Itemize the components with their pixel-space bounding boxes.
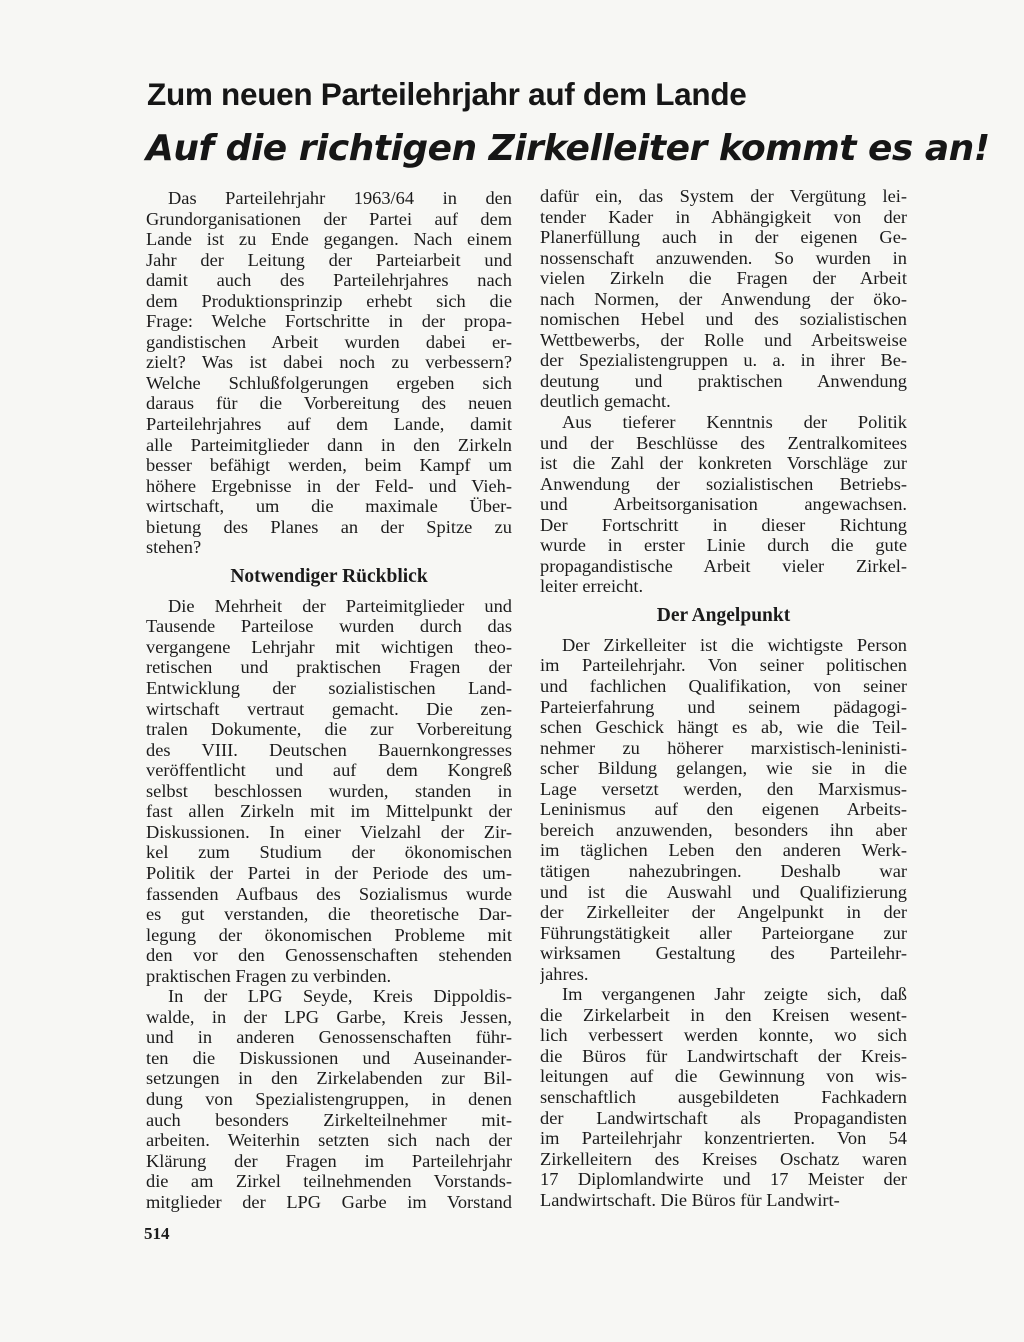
text-line: des VIII. Deutschen Bauernkongresses bbox=[146, 739, 512, 760]
text-line: senschaftlich ausgebildeten Fachkadern bbox=[540, 1086, 907, 1107]
text-line: wurde in erster Linie durch die gute bbox=[540, 535, 907, 556]
text-line: Tausende Parteilose wurden durch das bbox=[146, 616, 512, 637]
text-line: und ist die Auswahl und Qualifizierung bbox=[540, 881, 907, 902]
text-line: In der LPG Seyde, Kreis Dippoldis- bbox=[168, 986, 512, 1007]
text-line: veröffentlicht und auf dem Kongreß bbox=[146, 760, 512, 781]
text-line: es gut verstanden, die theoretische Dar- bbox=[146, 904, 512, 925]
text-line: schen Geschick hängt es ab, wie die Teil- bbox=[540, 717, 907, 738]
right-text-column bbox=[540, 186, 907, 1210]
text-line: nach Normen, der Anwendung der öko- bbox=[540, 288, 907, 309]
left-text-column bbox=[146, 188, 512, 1212]
text-line: gandistischen Arbeit wurden dabei er- bbox=[146, 331, 512, 352]
text-line: die am Zirkel teilnehmenden Vorstands- bbox=[146, 1171, 512, 1192]
text-line: ten die Diskussionen und Auseinander- bbox=[146, 1047, 512, 1068]
text-line: Im vergangenen Jahr zeigte sich, daß bbox=[562, 984, 907, 1005]
text-line: Frage: Welche Fortschritte in der propa- bbox=[146, 311, 512, 332]
text-line: Diskussionen. In einer Vielzahl der Zir- bbox=[146, 821, 512, 842]
text-line: propagandistische Arbeit vieler Zirkel- bbox=[540, 555, 907, 576]
text-line: tätigen nahezubringen. Deshalb war bbox=[540, 860, 907, 881]
text-line: dafür ein, das System der Vergütung lei- bbox=[540, 186, 907, 206]
text-line: auch besonders Zirkelteilnehmer mit- bbox=[146, 1109, 512, 1130]
text-line: der Landwirtschaft als Propagandisten bbox=[540, 1107, 907, 1128]
text-line: alle Parteimitglieder dann in den Zirkeln bbox=[146, 434, 512, 455]
text-line: vergangene Lehrjahr mit wichtigen theo- bbox=[146, 636, 512, 657]
text-line: arbeiten. Weiterhin setzten sich nach der bbox=[146, 1130, 512, 1151]
text-line: nossenschaft anzuwenden. So wurden in bbox=[540, 247, 907, 268]
text-line: der Spezialistengruppen u. a. in ihrer Be- bbox=[540, 350, 907, 371]
text-line: im Parteilehrjahr. Von seiner politischen bbox=[540, 655, 907, 676]
text-line: Parteilehrjahres auf dem Lande, damit bbox=[146, 414, 512, 435]
text-line: Die Mehrheit der Parteimitglieder und bbox=[168, 595, 512, 616]
text-line: bietung des Planes an der Spitze zu bbox=[146, 516, 512, 537]
article-title: Zum neuen Parteilehrjahr auf dem Lande bbox=[147, 76, 747, 112]
text-line: nomischen Hebel und des sozialistischen bbox=[540, 309, 907, 330]
text-line: Lande ist zu Ende gegangen. Nach einem bbox=[146, 229, 512, 250]
text-line: Das Parteilehrjahr 1963/64 in den bbox=[168, 188, 512, 208]
text-line: kel zum Studium der ökonomischen bbox=[146, 842, 512, 863]
text-line: Leninismus auf den eigenen Arbeits- bbox=[540, 799, 907, 820]
text-line: Parteierfahrung und seinem pädagogi- bbox=[540, 696, 907, 717]
text-line: deutung und praktischen Anwendung bbox=[540, 370, 907, 391]
text-line: höhere Ergebnisse in der Feld- und Vieh- bbox=[146, 475, 512, 496]
text-line: daraus für die Vorbereitung des neuen bbox=[146, 393, 512, 414]
text-line: zielt? Was ist dabei noch zu verbessern? bbox=[146, 352, 512, 373]
text-line: deutlich gemacht. bbox=[540, 391, 671, 412]
text-line: und in anderen Genossenschaften führ- bbox=[146, 1027, 512, 1048]
text-line: lich verbessert werden konnte, wo sich bbox=[540, 1025, 907, 1046]
text-line: Der Fortschritt in dieser Richtung bbox=[540, 514, 907, 535]
page-number: 514 bbox=[144, 1224, 170, 1243]
text-line: Politik der Partei in der Periode des um- bbox=[146, 862, 512, 883]
text-line: Entwicklung der sozialistischen Land- bbox=[146, 678, 512, 699]
text-line: Wettbewerbs, der Rolle und Arbeitsweise bbox=[540, 329, 907, 350]
text-line: bereich anzuwenden, besonders ihn aber bbox=[540, 819, 907, 840]
text-line: Planerfüllung auch in der eigenen Ge- bbox=[540, 227, 907, 248]
text-line: die Zirkelarbeit in den Kreisen wesent- bbox=[540, 1004, 907, 1025]
text-line: legung der ökonomischen Probleme mit bbox=[146, 924, 512, 945]
text-line: tender Kader in Abhängigkeit von der bbox=[540, 206, 907, 227]
text-line: im täglichen Leben den anderen Werk- bbox=[540, 840, 907, 861]
text-line: tralen Dokumente, die zur Vorbereitung bbox=[146, 719, 512, 740]
text-line: vielen Zirkeln die Fragen der Arbeit bbox=[540, 268, 907, 289]
text-line: jahres. bbox=[540, 963, 589, 984]
text-line: wirtschaft, um die maximale Über- bbox=[146, 496, 512, 517]
text-line: Zirkelleitern des Kreises Oschatz waren bbox=[540, 1148, 907, 1169]
text-line: scher Bildung gelangen, wie sie in die bbox=[540, 758, 907, 779]
text-line: im Parteilehrjahr konzentrierten. Von 54 bbox=[540, 1128, 907, 1149]
section-heading: Der Angelpunkt bbox=[656, 604, 791, 626]
text-line: den vor den Genossenschaften stehenden bbox=[146, 945, 512, 966]
text-line: Lage versetzt werden, den Marxismus- bbox=[540, 778, 907, 799]
text-line: die Büros für Landwirtschaft der Kreis- bbox=[540, 1045, 907, 1066]
text-line: und fachlichen Qualifikation, von seiner bbox=[540, 676, 907, 697]
text-line: ist die Zahl der konkreten Vorschläge zur bbox=[540, 453, 907, 474]
text-line: Grundorganisationen der Partei auf dem bbox=[146, 208, 512, 229]
text-line: retischen und praktischen Fragen der bbox=[146, 657, 512, 678]
text-line: Jahr der Leitung der Parteiarbeit und bbox=[146, 249, 512, 270]
text-line: Welche Schlußfolgerungen ergeben sich bbox=[146, 372, 512, 393]
text-line: wirtschaft vertraut gemacht. Die zen- bbox=[146, 698, 512, 719]
text-line: Der Zirkelleiter ist die wichtigste Person bbox=[562, 634, 907, 655]
section-heading: Notwendiger Rückblick bbox=[230, 565, 428, 587]
text-line: Landwirtschaft. Die Büros für Landwirt- bbox=[540, 1189, 840, 1210]
text-line: fassenden Aufbaus des Sozialismus wurde bbox=[146, 883, 512, 904]
text-line: und der Beschlüsse des Zentralkomitees bbox=[540, 432, 907, 453]
text-line: dem Produktionsprinzip erhebt sich die bbox=[146, 290, 512, 311]
text-line: fast allen Zirkeln mit im Mittelpunkt der bbox=[146, 801, 512, 822]
text-line: Klärung der Fragen im Parteilehrjahr bbox=[146, 1150, 512, 1171]
text-line: der Zirkelleiter der Angelpunkt in der bbox=[540, 902, 907, 923]
text-line: damit auch des Parteilehrjahres nach bbox=[146, 270, 512, 291]
text-line: Anwendung der sozialistischen Betriebs- bbox=[540, 473, 907, 494]
text-line: leiter erreicht. bbox=[540, 576, 644, 597]
text-line: besser befähigt werden, beim Kampf um bbox=[146, 455, 512, 476]
text-line: walde, in der LPG Garbe, Kreis Jessen, bbox=[146, 1006, 512, 1027]
text-line: und Arbeitsorganisation angewachsen. bbox=[540, 494, 907, 515]
text-line: 17 Diplomlandwirte und 17 Meister der bbox=[540, 1169, 907, 1190]
text-line: praktischen Fragen zu verbinden. bbox=[146, 965, 392, 986]
text-line: wirksamen Gestaltung des Parteilehr- bbox=[540, 943, 907, 964]
text-line: nehmer zu höherer marxistisch-leninisti- bbox=[540, 737, 907, 758]
text-line: setzungen in den Zirkelabenden zur Bil- bbox=[146, 1068, 512, 1089]
text-line: selbst beschlossen wurden, standen in bbox=[146, 780, 512, 801]
article-subtitle: Auf die richtigen Zirkelleiter kommt es an! bbox=[146, 128, 990, 169]
text-line: mitglieder der LPG Garbe im Vorstand bbox=[146, 1191, 512, 1212]
text-line: Aus tieferer Kenntnis der Politik bbox=[562, 412, 907, 433]
text-line: leitungen auf die Gewinnung von wis- bbox=[540, 1066, 907, 1087]
text-line: stehen? bbox=[146, 537, 202, 558]
text-line: Führungstätigkeit aller Parteiorgane zur bbox=[540, 922, 907, 943]
text-line: dung von Spezialistengruppen, in denen bbox=[146, 1088, 512, 1109]
